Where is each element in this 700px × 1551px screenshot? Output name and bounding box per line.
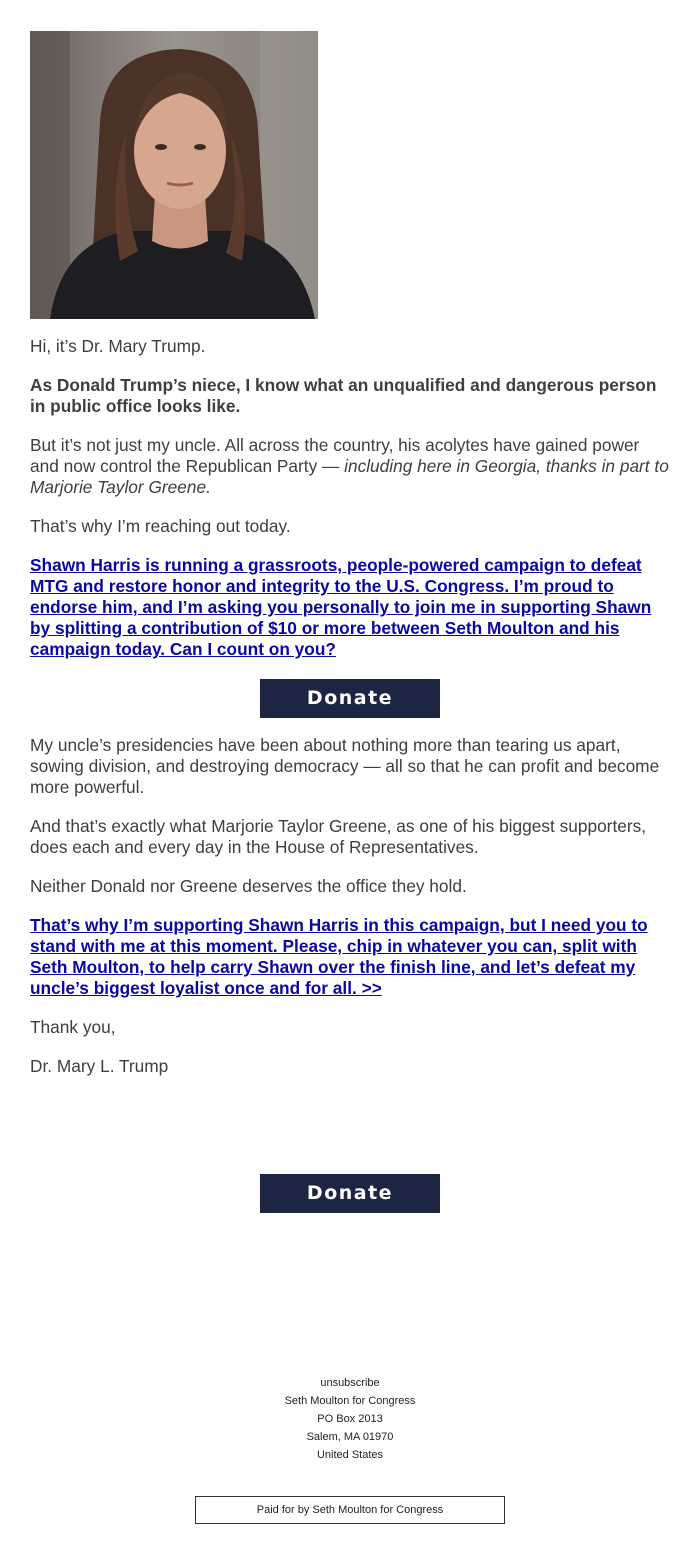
- footer: [0, 1374, 700, 1464]
- donate-button-top[interactable]: Donate: [260, 679, 440, 718]
- paragraph-acolytes-text: But it’s not just my uncle. All across the country, his acolytes have gained power and now control the Republican Party —: [30, 435, 640, 476]
- footer-org: Seth Moulton for Congress: [284, 1395, 416, 1407]
- intro-bold: As Donald Trump’s niece, I know what an unqualified and dangerous person in public office looks like.: [30, 375, 657, 416]
- paragraph-office: Neither Donald nor Greene deserves the office they hold.: [30, 876, 467, 896]
- footer-country: United States: [316, 1449, 384, 1461]
- paragraph-reaching-out: That’s why I’m reaching out today.: [30, 516, 291, 536]
- footer-po-box: PO Box 2013: [317, 1413, 383, 1425]
- unsubscribe-link[interactable]: unsubscribe: [320, 1377, 380, 1389]
- paid-for-disclaimer: Paid for by Seth Moulton for Congress: [195, 1496, 505, 1524]
- paragraph-presidencies: My uncle’s presidencies have been about nothing more than tearing us apart, sowing division, and destroying democracy — all so that he can profit and become more powerful.: [30, 735, 660, 797]
- donate-link-2[interactable]: That’s why I’m supporting Shawn Harris in this campaign, but I need you to stand with me at this moment. Please, chip in whatever you can, split with Seth Moulton, to help carry Shawn over the finish line, and let’s defeat my uncle’s biggest loyalist once and for all. >>: [30, 915, 648, 998]
- signoff: Thank you,: [30, 1017, 116, 1037]
- signature: Dr. Mary L. Trump: [30, 1056, 169, 1076]
- footer-city: Salem, MA 01970: [306, 1431, 394, 1443]
- donate-button-bottom[interactable]: Donate: [260, 1174, 440, 1213]
- paragraph-greene: And that’s exactly what Marjorie Taylor Greene, as one of his biggest supporters, does each and every day in the House of Representatives.: [30, 816, 647, 857]
- portrait-photo: [30, 31, 318, 319]
- email-body: [30, 336, 670, 678]
- donate-link-1[interactable]: Shawn Harris is running a grassroots, people-powered campaign to defeat MTG and restore honor and integrity to the U.S. Congress. I’m proud to endorse him, and I’m asking you personally to join me in supporting Shawn by splitting a contribution of $10 or more between Seth Moulton and his campaign today. Can I count on you?: [30, 555, 652, 659]
- email-body-continued: [30, 735, 670, 1095]
- greeting: Hi, it’s Dr. Mary Trump.: [30, 336, 206, 356]
- paragraph-acolytes-italic: including here in Georgia, thanks in part to Marjorie Taylor Greene.: [30, 456, 669, 497]
- paragraph-acolytes: [30, 435, 670, 498]
